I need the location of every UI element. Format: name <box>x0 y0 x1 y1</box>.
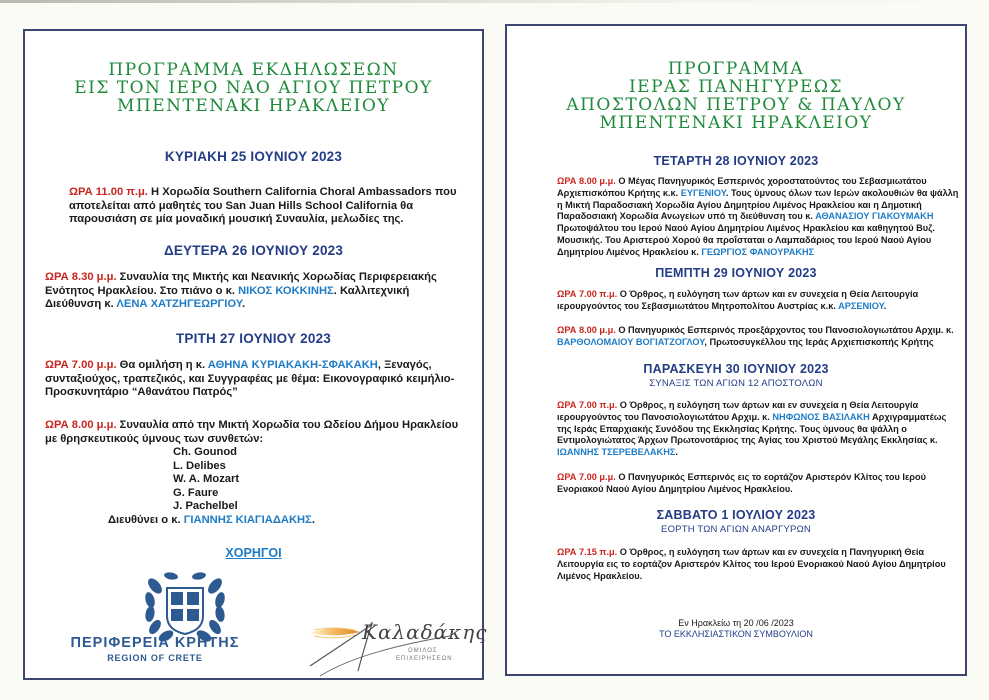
event-text: . <box>883 300 887 311</box>
event-time: ΩΡΑ 7.15 π.μ. <box>557 547 618 557</box>
event-tuesday-0800 <box>45 419 465 446</box>
composer-item: L. Delibes <box>173 459 226 472</box>
event-time: ΩΡΑ 8.30 μ.μ. <box>45 271 117 283</box>
person-name: ΓΕΩΡΓΙΟΣ ΦΑΝΟΥΡΑΚΗΣ <box>701 246 815 257</box>
day-heading-monday: ΔΕΥΤΕΡΑ 26 ΙΟΥΝΙΟΥ 2023 <box>163 243 344 258</box>
event-text: . <box>311 514 315 526</box>
event-text: Πρωτοψάλτου του Ιερού Ναού Αγίου Δημητρίου Λιμένος Ηρακλείου και καθηγητού Βυζ. Μουσικής. Του Αριστερού Χορού θα προΐσταται ο Λαμπαδάριος του Ιερού Ναού Αγίου Δημητρίου Λιμένος Ηρακλείου κ. <box>557 223 935 257</box>
composer-item: W. A. Mozart <box>173 473 240 485</box>
left-program-panel <box>23 29 488 680</box>
person-name: ΝΙΚΟΣ ΚΟΚΚΙΝΗΣ <box>238 284 334 297</box>
scan-edge <box>0 0 989 3</box>
day-heading-friday: ΠΑΡΑΣΚΕΥΗ 30 ΙΟΥΝΙΟΥ 2023 <box>643 362 829 376</box>
person-name: ΕΥΓΕΝΙΟΥ <box>680 187 726 198</box>
person-name: ΝΗΦΩΝΟΣ ΒΑΣΙΛΑΚΗ <box>772 411 870 422</box>
kaladakis-logo <box>300 606 488 681</box>
right-title-line-2: ΙΕΡΑΣ ΠΑΝΗΓΥΡΕΩΣ <box>628 77 844 97</box>
event-time: ΩΡΑ 8.00 μ.μ. <box>45 419 117 431</box>
right-program-panel <box>505 24 967 676</box>
day-subheading-saturday: ΕΟΡΤΗ ΤΩΝ ΑΓΙΩΝ ΑΝΑΡΓΥΡΩΝ <box>661 524 811 535</box>
event-friday-0700pm <box>557 472 962 496</box>
right-title-line-4: ΜΠΕΝΤΕΝΑΚΙ ΗΡΑΚΛΕΙΟΥ <box>599 113 873 133</box>
event-text: Ο Πανηγυρικός Εσπερινός εις το εορτάζον Αριστερόν Κλίτος του Ιερού Ενοριακού Ναού Αγίου Δημητρίου Λιμένος Ηρακλείου. <box>557 472 926 494</box>
event-text: Ο Πανηγυρικός Εσπερινός προεξάρχοντος του Πανοσιολογιωτάτου Αρχιμ. κ. <box>615 325 954 335</box>
event-time: ΩΡΑ 7.00 π.μ. <box>557 289 618 299</box>
right-title-line-1: ΠΡΟΓΡΑΜΜΑ <box>667 59 805 79</box>
event-time: ΩΡΑ 8.00 μ.μ. <box>557 325 616 335</box>
person-name: ΙΩΑΝΝΗΣ ΤΣΕΡΕΒΕΛΑΚΗΣ <box>557 447 676 458</box>
left-title-line-3: ΜΠΕΝΤΕΝΑΚΙ ΗΡΑΚΛΕΙΟΥ <box>116 96 391 116</box>
left-title-line-1: ΠΡΟΓΡΑΜΜΑ ΕΚΔΗΛΩΣΕΩΝ <box>108 60 399 80</box>
event-tuesday-0700 <box>45 359 465 400</box>
composer-item: J. Pachelbel <box>173 500 238 512</box>
event-time: ΩΡΑ 11.00 π.μ. <box>69 186 148 198</box>
composer-item: G. Faure <box>173 486 219 499</box>
event-text: . Καλλιτεχνική Διεύθυνση κ. <box>45 284 410 310</box>
footer-signature-line: ΤΟ ΕΚΚΛΗΣΙΑΣΤΙΚΟΝ ΣΥΜΒΟΥΛΙΟΝ <box>659 629 813 639</box>
event-text: Συναυλία από την Μικτή Χορωδία του Ωδείου Δήμου Ηρακλείου με θρησκευτικούς ύμνους των συνθετών: <box>45 419 459 445</box>
event-text: Ο Όρθρος, η ευλόγηση των άρτων και εν συνεχεία η Θεία Λειτουργία ιερουργούντος του Πανοσιολογιωτάτου Αρχιμ. κ. <box>557 400 919 422</box>
event-sunday-1100 <box>69 186 464 227</box>
kaladakis-line-1: ΟΜΙΛΟΣ <box>408 648 438 654</box>
event-text: , Πρωτοσυγκέλλου της Ιεράς Αρχιεπισκοπής Κρήτης <box>704 336 934 347</box>
person-name: ΛΕΝΑ ΧΑΤΖΗΓΕΩΡΓΙΟΥ <box>116 298 243 310</box>
person-name: ΒΑΡΘΟΛΟΜΑΙΟΥ ΒΟΓΙΑΤΖΟΓΛΟΥ <box>557 336 705 347</box>
kaladakis-signature: Καλαδάκης <box>362 620 488 644</box>
region-of-crete-subtitle: REGION OF CRETE <box>107 653 203 663</box>
event-time: ΩΡΑ 7.00 π.μ. <box>557 400 618 410</box>
event-text: Ο Μέγας Πανηγυρικός Εσπερινός χοροστατούντος του Σεβασμιωτάτου Αρχιεπισκόπου Κρήτης κ.κ. <box>557 176 927 198</box>
person-name: ΑΡΣΕΝΙΟΥ <box>838 300 884 311</box>
region-of-crete-title: ΠΕΡΙΦΕΡΕΙΑ ΚΡΗΤΗΣ <box>70 635 240 651</box>
right-title-line-3: ΑΠΟΣΤΟΛΩΝ ΠΕΤΡΟΥ & ΠΑΥΛΟΥ <box>566 95 906 115</box>
composer-item: Ch. Gounod <box>173 446 238 458</box>
event-friday-0700am <box>557 400 962 459</box>
event-text: Ο Όρθρος, η ευλόγηση των άρτων και εν συνεχεία η Πανηγυρική Θεία Λειτουργία εις το εορτάζον Αριστερόν Κλίτος του Ιερού Ενοριακού Ναού Αγίου Δημητρίου Λιμένος Ηρακλείου. <box>557 547 946 581</box>
conductor-line <box>108 514 468 528</box>
event-time: ΩΡΑ 7.00 μ.μ. <box>45 359 117 371</box>
kaladakis-line-2: ΕΠΙΧΕΙΡΗΣΕΩΝ <box>396 656 453 662</box>
person-name: ΑΘΗΝΑ ΚΥΡΙΑΚΑΚΗ-ΣΦΑΚΑΚΗ <box>207 359 378 371</box>
event-saturday-0715 <box>557 547 962 582</box>
event-monday-0830 <box>45 271 465 312</box>
day-heading-saturday: ΣΑΒΒΑΤΟ 1 ΙΟΥΛΙΟΥ 2023 <box>656 508 816 522</box>
day-heading-thursday: ΠΕΜΠΤΗ 29 ΙΟΥΝΙΟΥ 2023 <box>655 266 817 280</box>
event-text: Ο Όρθρος, η ευλόγηση των άρτων και εν συνεχεία η Θεία Λειτουργία ιερουργούντος του Σεβασμιωτάτου Μητροπολίτου Αυστρίας κ.κ. <box>557 289 919 311</box>
event-thursday-0800 <box>557 325 962 349</box>
left-title-line-2: ΕΙΣ ΤΟΝ ΙΕΡΟ ΝΑΟ ΑΓΙΟΥ ΠΕΤΡΟΥ <box>74 78 433 98</box>
person-name: ΑΘΑΝΑΣΙΟΥ ΓΙΑΚΟΥΜΑΚΗ <box>815 211 934 222</box>
event-time: ΩΡΑ 8.00 μ.μ. <box>557 176 616 186</box>
event-text: Η Χορωδία Southern California Choral Ambassadors που αποτελείται από μαθητές του San Juan Hills School California θα παρουσιάση σε μία μοναδική μουσική Συναυλία, μελωδίες της. <box>69 186 457 225</box>
event-text: . <box>242 298 246 310</box>
event-text: , Ξεναγός, συνταξιούχος, τραπεζικός, και Συγγραφέας με θέμα: Εικονογραφικό κειμήλιο-Προσκυνητάριο “Αθανάτου Πατρός” <box>45 359 455 398</box>
event-time: ΩΡΑ 7.00 μ.μ. <box>557 472 616 482</box>
event-text: . <box>675 447 678 458</box>
event-text: Αρχιγραμματέως της Ιεράς Επαρχιακής Συνόδου της Εκκλησίας Κρήτης. Τους ύμνους θα ψάλλη ο Εντιμολογιώτατος Άρχων Πρωτονοτάριος της Αγίας του Χριστού Μεγάλης Εκκλησίας κ. <box>557 411 947 446</box>
day-heading-wednesday: ΤΕΤΑΡΤΗ 28 ΙΟΥΝΙΟΥ 2023 <box>653 154 819 168</box>
day-heading-tuesday: ΤΡΙΤΗ 27 ΙΟΥΝΙΟΥ 2023 <box>175 331 331 346</box>
event-text: Διευθύνει ο κ. <box>108 514 184 526</box>
event-text: . Τους ύμνους όλων των Ιερών ακολουθιών θα ψάλλη η Μικτή Παραδοσιακή Χορωδία Αγίου Δημητρίου Λιμένος Ηρακλείου και η Δημοτική Παραδοσιακή Χορωδία Ανωγείων υπό τη διεύθυνση του κ. <box>557 187 959 222</box>
event-wednesday-0800 <box>557 176 962 259</box>
composer-list <box>173 446 239 514</box>
event-thursday-0700 <box>557 289 962 313</box>
day-subheading-friday: ΣΥΝΑΞΙΣ ΤΩΝ ΑΓΙΩΝ 12 ΑΠΟΣΤΟΛΩΝ <box>649 378 823 389</box>
event-text: Συναυλία της Μικτής και Νεανικής Χορωδίας Περιφερειακής Ενότητος Ηρακλείου. Στο πιάνο ο κ. <box>45 271 437 297</box>
sponsors-heading: ΧΟΡΗΓΟΙ <box>225 546 282 560</box>
person-name: ΓΙΑΝΝΗΣ ΚΙΑΓΙΑΔΑΚΗΣ <box>183 514 312 526</box>
event-text: Θα ομιλήση η κ. <box>116 359 208 371</box>
footer-date-line: Εν Ηρακλείω τη 20 /06 /2023 <box>678 618 794 628</box>
day-heading-sunday: ΚΥΡΙΑΚΗ 25 ΙΟΥΝΙΟΥ 2023 <box>164 149 343 164</box>
